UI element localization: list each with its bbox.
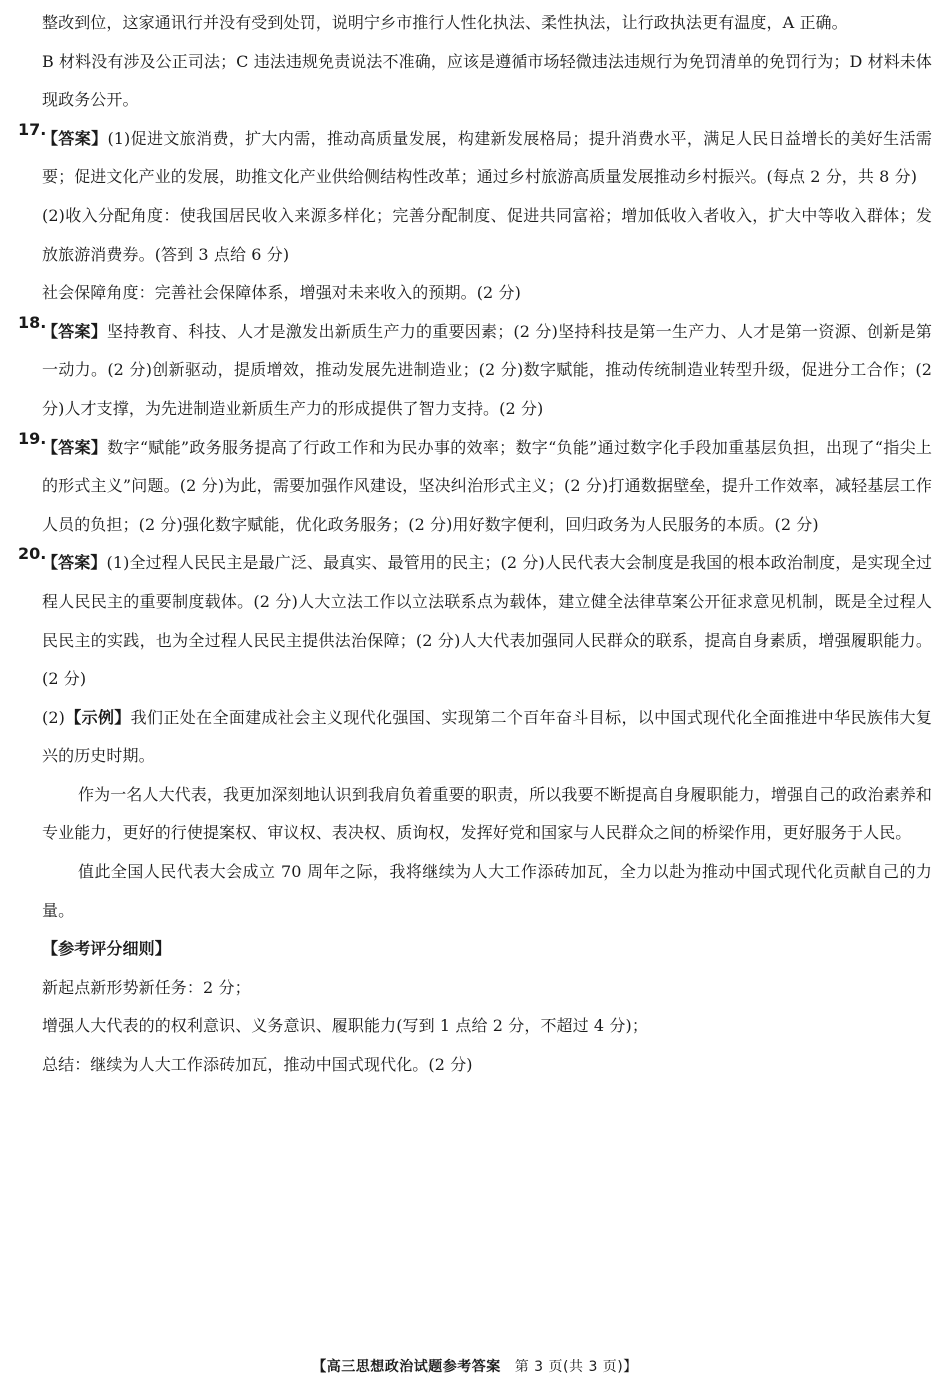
rubric-line: 增强人大代表的的权利意识、义务意识、履职能力(写到 1 点给 2 分，不超过 4 分)； bbox=[42, 1016, 648, 1036]
question-20 bbox=[18, 544, 932, 930]
answer-tag: 【答案】 bbox=[42, 437, 108, 457]
intro-line2: B 材料没有涉及公正司法；C 违法违规免责说法不准确，应该是遵循市场轻微违法违规行为免罚清单的免罚行为；D 材料未体现政务公开。 bbox=[42, 51, 932, 110]
scoring-rubric bbox=[42, 930, 932, 1084]
rubric-line: 新起点新形势新任务：2 分； bbox=[42, 977, 251, 997]
answer-tag: 【答案】 bbox=[42, 553, 107, 573]
q18-answer bbox=[42, 313, 932, 429]
q20-example-paragraph2: 作为一名人大代表，我更加深刻地认识到我肩负着重要的职责，所以我要不断提高自身履职能力，增强自己的政治素养和专业能力，更好的行使提案权、审议权、表决权、质询权，发挥好党和国家与人民群众之间的桥梁作用，更好服务于人民。 bbox=[42, 784, 932, 843]
footer-page-number: 第 3 页(共 3 页)】 bbox=[514, 1359, 638, 1375]
q17-answer-part3: 社会保障角度：完善社会保障体系，增强对未来收入的预期。(2 分) bbox=[42, 283, 521, 303]
q17-text1: (1)促进文旅消费，扩大内需，推动高质量发展，构建新发展格局；提升消费水平，满足人民日益增长的美好生活需要；促进文化产业的发展，助推文化产业供给侧结构性改革；通过乡村旅游高质量发展推动乡村振兴。(每点 2 分，共 8 分) bbox=[42, 128, 932, 187]
page-footer bbox=[0, 1356, 950, 1376]
q19-answer bbox=[42, 429, 932, 545]
question-number: 17. bbox=[18, 119, 47, 139]
rubric-line: 总结：继续为人大工作添砖加瓦，推动中国式现代化。(2 分) bbox=[42, 1055, 473, 1075]
answer-tag: 【答案】 bbox=[42, 321, 108, 341]
question-18 bbox=[18, 312, 932, 429]
rubric-title: 【参考评分细则】 bbox=[42, 939, 171, 959]
answer-tag: 【答案】 bbox=[42, 128, 108, 148]
question-number: 19. bbox=[18, 428, 47, 448]
question-number: 20. bbox=[18, 544, 47, 564]
q20-example-paragraph3: 值此全国人民代表大会成立 70 周年之际，我将继续为人大工作添砖加瓦，全力以赴为推动中国式现代化贡献自己的力量。 bbox=[42, 862, 932, 920]
q20-answer-part1 bbox=[42, 544, 932, 698]
footer-title: 【高三思想政治试题参考答案 bbox=[312, 1359, 501, 1375]
page-content bbox=[18, 4, 932, 1085]
q20-text2: 我们正处在全面建成社会主义现代化强国、实现第二个百年奋斗目标，以中国式现代化全面推进中华民族伟大复兴的历史时期。 bbox=[42, 707, 932, 766]
example-tag: 【示例】 bbox=[64, 707, 131, 727]
q18-text: 坚持教育、科技、人才是激发出新质生产力的重要因素；(2 分)坚持科技是第一生产力、人才是第一资源、创新是第一动力。(2 分)创新驱动，提质增效，推动发展先进制造业；(2 分)数字赋能，推动传统制造业转型升级，促进分工合作；(2 分)人才支撑，为先进制造业新质生产力的形成提供了智力支持。(2 分) bbox=[42, 321, 932, 418]
q19-text: 数字“赋能”政务服务提高了行政工作和为民办事的效率；数字“负能”通过数字化手段加重基层负担，出现了“指尖上的形式主义”问题。(2 分)为此，需要加强作风建设，坚决纠治形式主义；(2 分)打通数据壁垒，提升工作效率，减轻基层工作人员的负担；(2 分)强化数字赋能，优化政务服务；(2 分)用好数字便利，回归政务为人民服务的本质。(2 分) bbox=[42, 437, 932, 534]
q20-part2-prefix: (2) bbox=[42, 707, 65, 727]
q17-answer-part2: (2)收入分配角度：使我国居民收入来源多样化；完善分配制度、促进共同富裕；增加低收入者收入，扩大中等收入群体；发放旅游消费券。(答到 3 点给 6 分) bbox=[42, 205, 932, 264]
question-19 bbox=[18, 428, 932, 545]
q20-text1: (1)全过程人民民主是最广泛、最真实、最管用的民主；(2 分)人民代表大会制度是我国的根本政治制度，是实现全过程人民民主的重要制度载体。(2 分)人大立法工作以立法联系点为载体，建立健全法律草案公开征求意见机制，既是全过程人民民主的实践，也为全过程人民民主提供法治保障；(2 分)人大代表加强同人民群众的联系，提高自身素质，增强履职能力。(2 分) bbox=[42, 553, 932, 689]
question-number: 18. bbox=[18, 312, 47, 332]
q17-answer-part1 bbox=[42, 120, 932, 197]
question-17 bbox=[18, 119, 932, 313]
intro-paragraph bbox=[42, 4, 932, 120]
intro-line1: 整改到位，这家通讯行并没有受到处罚，说明宁乡市推行人性化执法、柔性执法，让行政执法更有温度，A 正确。 bbox=[42, 13, 848, 32]
q20-answer-part2 bbox=[42, 699, 932, 776]
